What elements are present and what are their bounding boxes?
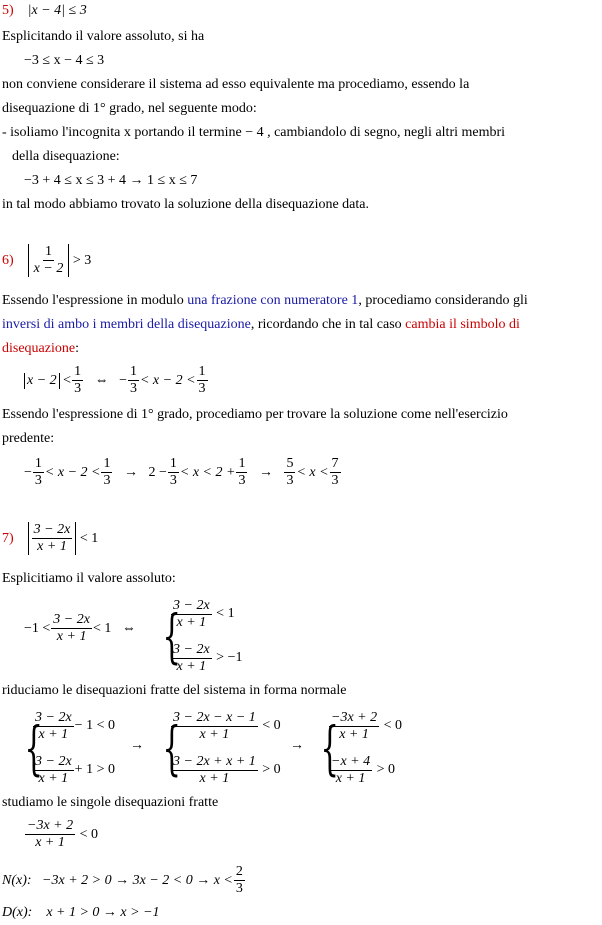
frac-den: x + 1 [335, 770, 366, 786]
highlight-red: cambia il simbolo di [405, 317, 520, 332]
op: + 1 > 0 [74, 762, 115, 777]
ex7-denominator-study [2, 904, 160, 922]
ex5-line: in tal modo abbiamo trovato la soluzione della disequazione data. [2, 197, 370, 212]
frac-den: 3 [169, 473, 177, 488]
frac-den: 3 [198, 381, 206, 396]
arrow-icon: → [130, 738, 144, 753]
highlight-red: disequazione [2, 341, 76, 356]
op: < 0 [262, 718, 281, 733]
frac-den: 3 [129, 381, 137, 396]
ex5-line: della disequazione: [12, 149, 120, 164]
ex6-paragraph [2, 340, 79, 358]
ex5-line: - isoliamo l'incognita x portando il termine − 4 , cambiandolo di segno, negli altri membri [2, 125, 506, 140]
op: −1 < [24, 620, 51, 636]
ex5-number: 5) [2, 3, 14, 18]
ex6-heading [2, 244, 91, 277]
frac-den: x + 1 [38, 770, 69, 786]
frac-num: 7 [331, 456, 339, 471]
expr: x + 1 > 0 → x > −1 [46, 905, 160, 920]
ex7-system-4 [318, 704, 402, 792]
frac-num: 3 − 2x [35, 753, 72, 769]
ex6-number: 6) [2, 252, 14, 268]
ex6-equation-2: − $\frac{1}{3}$ < x − 2 < $\frac{1}{3}$ → 2 − $\frac{1}{3}$ < x < 2 + $\frac{1}{3}$ → $\frac{5}{3}$ < x < $\frac{7}{3}$ [24, 456, 339, 488]
frac-den: 3 [103, 473, 111, 488]
arrow-icon: → [290, 738, 304, 753]
brace-icon: { [320, 714, 339, 782]
op: > −1 [216, 650, 243, 665]
frac-den: 3 [34, 473, 42, 488]
frac-num: 1 [34, 456, 42, 471]
frac-num: −3x + 2 [331, 709, 378, 725]
ex5-line: Esplicitando il valore assoluto, si ha [2, 29, 205, 44]
ex5-equation: −3 ≤ x − 4 ≤ 3 [24, 53, 105, 68]
arrow: ⇔ [121, 620, 136, 636]
label: D(x): [2, 905, 33, 920]
op: < x − 2 < [44, 464, 101, 480]
ex7-numerator-study [2, 864, 246, 897]
frac-num: −x + 4 [331, 753, 371, 769]
op: < 0 [79, 826, 99, 842]
frac-num: 1 [169, 456, 177, 471]
frac-den: 3 [235, 881, 243, 896]
ex5-title-expr: |x − 4| ≤ 3 [27, 3, 87, 18]
arrow: → [258, 464, 273, 480]
frac-den: 3 [331, 473, 339, 488]
op: < 1 [216, 606, 235, 621]
ex5-equation: −3 + 4 ≤ x ≤ 3 + 4 → 1 ≤ x ≤ 7 [24, 173, 198, 188]
ex6-abs [28, 244, 70, 277]
ex7-heading [2, 522, 98, 555]
frac-den: 3 [74, 381, 82, 396]
op: < 1 [92, 620, 112, 636]
highlight-blue: inversi di ambo i membri della disequazione [2, 317, 251, 332]
ex6-paragraph: Essendo l'espressione di 1° grado, procediamo per trovare la soluzione come nell'esercizio [2, 407, 508, 422]
frac-num: 1 [103, 456, 111, 471]
ex7-abs [28, 522, 77, 555]
frac-den: x + 1 [56, 629, 87, 644]
brace-icon: { [162, 602, 181, 670]
frac-den: x + 1 [176, 614, 207, 630]
arrow: ⇔ [94, 372, 109, 388]
frac-num: 3 − 2x − x − 1 [173, 709, 256, 725]
abs-expr: x − 2 [24, 373, 60, 389]
frac-num: 3 − 2x [33, 522, 71, 537]
frac-den: x + 1 [35, 835, 65, 850]
text: , ricordando che in tal caso [250, 317, 406, 332]
frac-num: 1 [198, 364, 206, 379]
frac-den: x + 1 [176, 658, 207, 674]
frac-den: x + 1 [37, 539, 67, 554]
ex7-number: 7) [2, 530, 14, 546]
ex7-system-3 [160, 704, 281, 792]
frac-den: x + 1 [199, 726, 230, 742]
frac-num: 3 − 2x + x + 1 [173, 753, 256, 769]
ex5-heading [2, 2, 87, 20]
op: > 0 [376, 762, 396, 777]
op: < x < [296, 464, 329, 480]
frac-num: 1 [238, 456, 246, 471]
ex7-equation-1 [24, 612, 143, 645]
frac-den: x + 1 [339, 726, 369, 742]
ex7-system-1 [160, 592, 242, 680]
frac-num: 3 − 2x [173, 597, 210, 613]
op: − 1 < 0 [74, 718, 115, 733]
frac-den: x + 1 [38, 726, 69, 742]
frac-den: 3 [238, 473, 246, 488]
frac-num: 3 − 2x [35, 709, 72, 725]
frac-den: x − 2 [33, 261, 64, 276]
brace-icon: { [162, 714, 181, 782]
op: > 0 [262, 762, 281, 777]
op: < x − 2 < [139, 372, 196, 388]
ex5-line: non conviene considerare il sistema ad esso equivalente ma procediamo, essendo la [2, 77, 470, 92]
highlight-blue: una frazione con numeratore 1 [187, 293, 359, 308]
frac-num: −3x + 2 [27, 818, 74, 833]
frac-num: 3 − 2x [53, 612, 90, 627]
text: : [75, 341, 79, 356]
frac-num: 1 [45, 244, 52, 259]
frac-den: 3 [286, 473, 294, 488]
ex7-system-2 [22, 704, 115, 792]
ex6-paragraph: predente: [2, 431, 55, 446]
op: 2 − [148, 464, 167, 480]
ex6-paragraph [2, 292, 528, 310]
frac-den: x + 1 [199, 770, 230, 786]
text: Essendo l'espressione in modulo [2, 293, 188, 308]
ex7-line: studiamo le singole disequazioni fratte [2, 795, 219, 810]
ex7-fraction-inequality [24, 818, 98, 851]
ex6-title-rhs: > 3 [72, 252, 92, 268]
op: < x < 2 + [179, 464, 236, 480]
ex5-line: disequazione di 1° grado, nel seguente modo: [2, 101, 257, 116]
frac-num: 3 − 2x [173, 641, 210, 657]
ex6-paragraph [2, 316, 520, 334]
label: N(x): [2, 872, 32, 888]
frac-num: 2 [235, 864, 243, 879]
frac-num: 5 [286, 456, 294, 471]
ex6-equation-1: x − 2 < $\frac{1}{3}$ ⇔ − $\frac{1}{3}$ < x − 2 < $\frac{1}{3}$ [24, 364, 209, 397]
ex7-line: Esplicitiamo il valore assoluto: [2, 571, 176, 586]
brace-icon: { [24, 714, 43, 782]
frac-num: 1 [74, 364, 82, 379]
op: < 0 [383, 718, 403, 733]
ex7-line: riduciamo le disequazioni fratte del sistema in forma normale [2, 683, 347, 698]
text: , procediamo considerando gli [358, 293, 528, 308]
ex7-title-rhs: < 1 [79, 530, 99, 546]
op: < [63, 372, 72, 388]
expr: −3x + 2 > 0 → 3x − 2 < 0 → x < [42, 872, 233, 888]
frac-num: 1 [129, 364, 137, 379]
arrow: → [123, 464, 138, 480]
